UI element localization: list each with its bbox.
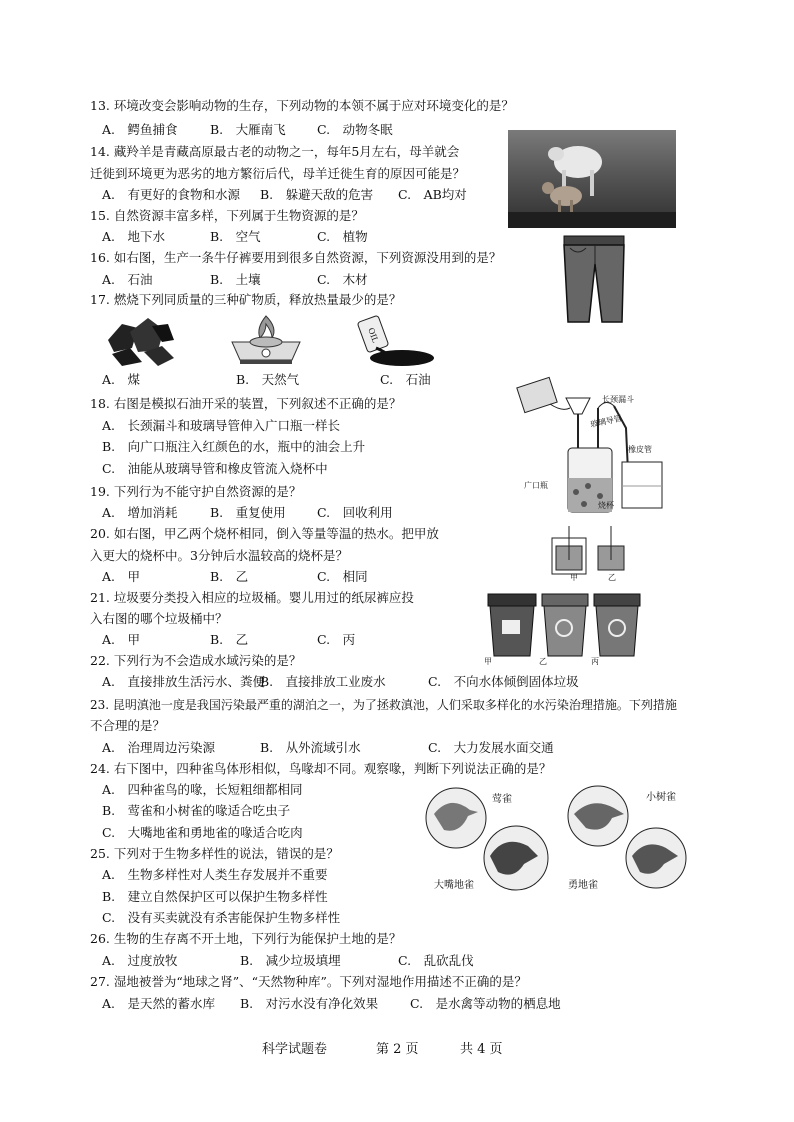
q17-option-b: B. 天然气 bbox=[236, 372, 300, 387]
q24-stem: 24. 右下图中，四种雀鸟体形相似，鸟喙却不同。观察喙，判断下列说法正确的是？ bbox=[90, 761, 552, 776]
label-small-tree-finch: 小树雀 bbox=[646, 792, 676, 803]
q26-option-a: A. 过度放牧 bbox=[102, 953, 178, 968]
label-vampire-finch: 勇地雀 bbox=[568, 880, 598, 891]
footer-page-number: 第 2 页 bbox=[376, 1042, 419, 1057]
q20-option-b: B. 乙 bbox=[210, 569, 249, 584]
q27-option-c: C. 是水禽等动物的栖息地 bbox=[410, 996, 561, 1011]
q16-stem: 16. 如右图，生产一条牛仔裤要用到很多自然资源，下列资源没用到的是？ bbox=[90, 250, 502, 265]
q13-option-c: C. 动物冬眠 bbox=[317, 122, 393, 137]
q22-option-a: A. 直接排放生活污水、粪便 bbox=[102, 674, 266, 689]
trash-bins-figure bbox=[484, 590, 644, 666]
q22-option-b: B. 直接排放工业废水 bbox=[260, 674, 386, 689]
q20-option-c: C. 相同 bbox=[317, 569, 368, 584]
q21-option-a: A. 甲 bbox=[102, 632, 141, 647]
q17-stem: 17. 燃烧下列同质量的三种矿物质，释放热量最少的是？ bbox=[90, 292, 402, 307]
q23-option-c: C. 大力发展水面交通 bbox=[428, 740, 554, 755]
q25-stem: 25. 下列对于生物多样性的说法，错误的是？ bbox=[90, 846, 339, 861]
q22-stem: 22. 下列行为不会造成水域污染的是？ bbox=[90, 653, 302, 668]
q14-stem-line2: 迁徙到环境更为恶劣的地方繁衍后代，母羊迁徙生育的原因可能是？ bbox=[90, 166, 466, 181]
label-bin-yi: 乙 bbox=[539, 657, 547, 666]
q21-stem-line1: 21. 垃圾要分类投入相应的垃圾桶。婴儿用过的纸尿裤应投 bbox=[90, 590, 414, 605]
label-wide-mouth-bottle: 广口瓶 bbox=[524, 481, 548, 490]
q18-option-b: B. 向广口瓶注入红颜色的水，瓶中的油会上升 bbox=[102, 439, 366, 454]
jeans-image bbox=[560, 234, 628, 327]
label-yi: 乙 bbox=[608, 573, 616, 582]
q15-option-a: A. 地下水 bbox=[102, 229, 166, 244]
label-beaker: 烧杯 bbox=[598, 501, 614, 510]
q19-stem: 19. 下列行为不能守护自然资源的是？ bbox=[90, 484, 302, 499]
q15-option-b: B. 空气 bbox=[210, 229, 261, 244]
label-large-ground-finch: 大嘴地雀 bbox=[434, 880, 474, 891]
q14-option-c: C. AB均对 bbox=[398, 187, 467, 202]
q26-option-c: C. 乱砍乱伐 bbox=[398, 953, 474, 968]
q19-option-a: A. 增加消耗 bbox=[102, 505, 178, 520]
q15-stem: 15. 自然资源丰富多样，下列属于生物资源的是？ bbox=[90, 208, 364, 223]
beakers-figure bbox=[548, 520, 644, 584]
label-warbler-finch: 莺雀 bbox=[492, 794, 512, 805]
q25-option-b: B. 建立自然保护区可以保护生物多样性 bbox=[102, 889, 328, 904]
q18-option-c: C. 油能从玻璃导管和橡皮管流入烧杯中 bbox=[102, 461, 328, 476]
natural-gas-stove-image bbox=[228, 312, 304, 371]
q25-option-c: C. 没有买卖就没有杀害能保护生物多样性 bbox=[102, 910, 341, 925]
q24-option-c: C. 大嘴地雀和勇地雀的喙适合吃肉 bbox=[102, 825, 303, 840]
q23-option-b: B. 从外流域引水 bbox=[260, 740, 361, 755]
q25-option-a: A. 生物多样性对人类生存发展并不重要 bbox=[102, 867, 328, 882]
q16-option-c: C. 木材 bbox=[317, 272, 368, 287]
q26-stem: 26. 生物的生存离不开土地，下列行为能保护土地的是？ bbox=[90, 931, 402, 946]
q14-option-a: A. 有更好的食物和水源 bbox=[102, 187, 241, 202]
q20-stem-line1: 20. 如右图，甲乙两个烧杯相同，倒入等量等温的热水。把甲放 bbox=[90, 526, 439, 541]
q16-option-b: B. 土壤 bbox=[210, 272, 261, 287]
q27-option-a: A. 是天然的蓄水库 bbox=[102, 996, 216, 1011]
footer-total-pages: 共 4 页 bbox=[460, 1042, 503, 1057]
label-glass-tube: 玻璃导管 bbox=[589, 413, 623, 430]
coal-image bbox=[102, 310, 176, 369]
q23-stem-line1: 23. 昆明滇池一度是我国污染最严重的湖泊之一，为了拯救滇池，人们采取多样化的水污染治理措施。下列措施 bbox=[90, 698, 677, 712]
q17-option-c: C. 石油 bbox=[380, 372, 431, 387]
label-long-neck-funnel: 长颈漏斗 bbox=[602, 395, 634, 404]
q13-option-a: A. 鳄鱼捕食 bbox=[102, 122, 178, 137]
footer-title: 科学试题卷 bbox=[262, 1042, 328, 1057]
q27-stem: 27. 湿地被誉为“地球之肾”、“天然物种库”。下列对湿地作用描述不正确的是？ bbox=[90, 974, 527, 989]
q21-option-b: B. 乙 bbox=[210, 632, 249, 647]
q13-option-b: B. 大雁南飞 bbox=[210, 122, 286, 137]
q17-option-a: A. 煤 bbox=[102, 372, 141, 387]
label-bin-bing: 丙 bbox=[591, 657, 599, 666]
q21-stem-line2: 入右图的哪个垃圾桶中？ bbox=[90, 611, 228, 626]
q20-stem-line2: 入更大的烧杯中。3分钟后水温较高的烧杯是？ bbox=[90, 548, 348, 563]
q14-stem-line1: 14. 藏羚羊是青藏高原最古老的动物之一，每年5月左右，母羊就会 bbox=[90, 144, 460, 159]
q20-option-a: A. 甲 bbox=[102, 569, 141, 584]
label-jia: 甲 bbox=[570, 573, 578, 582]
q24-option-a: A. 四种雀鸟的喙，长短粗细都相同 bbox=[102, 782, 303, 797]
q22-option-c: C. 不向水体倾倒固体垃圾 bbox=[428, 674, 579, 689]
q23-option-a: A. 治理周边污染源 bbox=[102, 740, 216, 755]
q19-option-c: C. 回收利用 bbox=[317, 505, 393, 520]
q27-option-b: B. 对污水没有净化效果 bbox=[240, 996, 379, 1011]
label-rubber-tube: 橡皮管 bbox=[628, 445, 652, 454]
oil-barrel-image bbox=[352, 314, 438, 373]
q24-option-b: B. 莺雀和小树雀的喙适合吃虫子 bbox=[102, 803, 291, 818]
q14-option-b: B. 躲避天敌的危害 bbox=[260, 187, 374, 202]
q18-stem: 18. 右图是模拟石油开采的装置，下列叙述不正确的是？ bbox=[90, 396, 402, 411]
q23-stem-line2: 不合理的是？ bbox=[90, 718, 166, 733]
oil-extraction-apparatus bbox=[510, 368, 680, 518]
q21-option-c: C. 丙 bbox=[317, 632, 356, 647]
q15-option-c: C. 植物 bbox=[317, 229, 368, 244]
label-bin-jia: 甲 bbox=[484, 657, 492, 666]
svg-text:OIL: OIL bbox=[366, 326, 380, 344]
q19-option-b: B. 重复使用 bbox=[210, 505, 286, 520]
tibetan-antelope-photo bbox=[508, 130, 676, 228]
q13-stem: 13. 环境改变会影响动物的生存，下列动物的本领不属于应对环境变化的是？ bbox=[90, 98, 514, 113]
q16-option-a: A. 石油 bbox=[102, 272, 153, 287]
q26-option-b: B. 减少垃圾填埋 bbox=[240, 953, 341, 968]
finches-figure bbox=[420, 784, 688, 892]
q18-option-a: A. 长颈漏斗和玻璃导管伸入广口瓶一样长 bbox=[102, 418, 341, 433]
